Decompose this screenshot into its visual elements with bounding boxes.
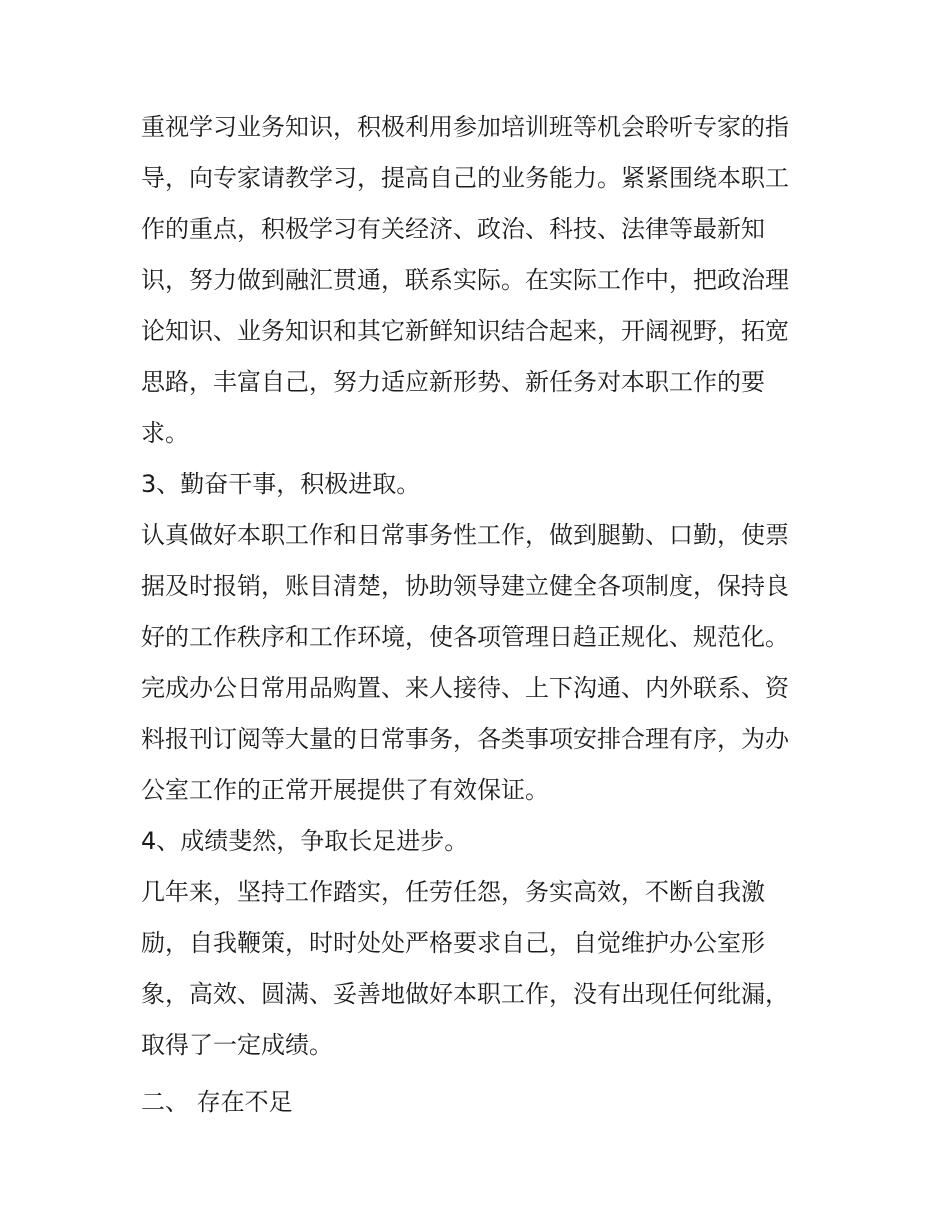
paragraph-study-knowledge [141,102,821,459]
text-line: 作的重点，积极学习有关经济、政治、科技、法律等最新知 [141,215,765,243]
paragraph-achievements [141,867,821,1071]
text-line: 据及时报销，账目清楚，协助领导建立健全各项制度，保持良 [141,572,789,600]
heading-item-4 [141,816,821,867]
heading-item-3 [141,459,821,510]
document-body [141,102,821,1128]
text-line: 重视学习业务知识，积极利用参加培训班等机会聆听专家的指 [141,113,789,141]
text-line: 好的工作秩序和工作环境，使各项管理日趋正规化、规范化。 [141,623,789,651]
text-line: 象，高效、圆满、妥善地做好本职工作，没有出现任何纰漏， [141,980,789,1008]
text-line: 几年来，坚持工作踏实，任劳任怨，务实高效，不断自我激 [141,878,765,906]
heading-text: 3、勤奋干事，积极进取。 [141,470,421,498]
text-line: 取得了一定成绩。 [141,1031,333,1059]
heading-text: 二、 存在不足 [141,1088,293,1116]
text-line: 求。 [141,419,189,447]
heading-section-2 [141,1077,821,1128]
text-line: 认真做好本职工作和日常事务性工作，做到腿勤、口勤，使票 [141,521,789,549]
text-line: 识，努力做到融汇贯通，联系实际。在实际工作中，把政治理 [141,266,789,294]
text-line: 励，自我鞭策，时时处处严格要求自己，自觉维护办公室形 [141,929,765,957]
text-line: 料报刊订阅等大量的日常事务，各类事项安排合理有序，为办 [141,725,789,753]
heading-text: 4、成绩斐然，争取长足进步。 [141,827,469,855]
text-line: 论知识、业务知识和其它新鲜知识结合起来，开阔视野，拓宽 [141,317,789,345]
text-line: 完成办公日常用品购置、来人接待、上下沟通、内外联系、资 [141,674,789,702]
text-line: 导，向专家请教学习，提高自己的业务能力。紧紧围绕本职工 [141,164,789,192]
text-line: 公室工作的正常开展提供了有效保证。 [141,776,549,804]
paragraph-daily-work [141,510,821,816]
text-line: 思路，丰富自己，努力适应新形势、新任务对本职工作的要 [141,368,765,396]
